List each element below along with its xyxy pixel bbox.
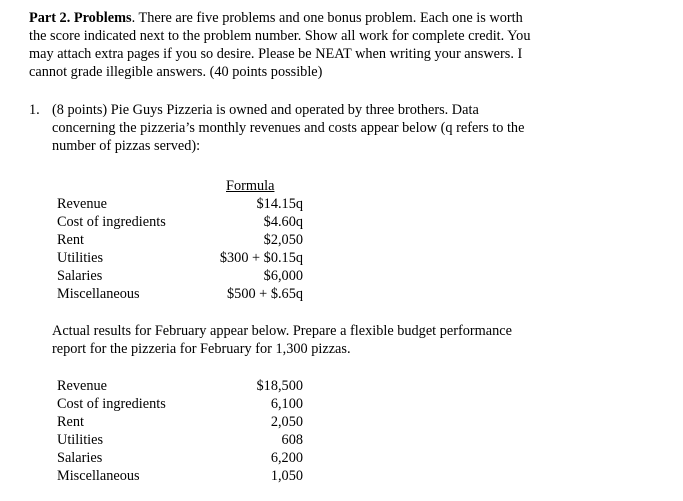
instructions-paragraph: [29, 9, 659, 81]
actual-row-label: Salaries: [57, 450, 103, 466]
formula-row-value: $14.15q: [256, 196, 303, 212]
problem-statement-line-2: concerning the pizzeria’s monthly revenues and costs appear below (q refers to the: [52, 120, 525, 136]
actual-row-value: 2,050: [270, 414, 303, 430]
instructions-line-4: cannot grade illegible answers. (40 points possible): [29, 64, 323, 80]
actual-row-value: 6,100: [270, 396, 303, 412]
actual-row-value: 6,200: [270, 450, 303, 466]
instructions-line-1-text: . There are five problems and one bonus problem. Each one is worth: [131, 10, 523, 26]
problem-statement: [52, 101, 652, 155]
section-heading: Part 2. Problems: [29, 10, 132, 26]
actual-row-label: Rent: [57, 414, 85, 430]
formula-row-label: Miscellaneous: [57, 286, 140, 302]
problem-statement-line-1: (8 points) Pie Guys Pizzeria is owned and operated by three brothers. Data: [52, 102, 479, 118]
formula-row-label: Revenue: [57, 196, 108, 212]
instructions-line-3: may attach extra pages if you so desire. Please be NEAT when writing your answers. I: [29, 46, 523, 62]
actual-results-line-2: report for the pizzeria for February for 1,300 pizzas.: [52, 341, 351, 357]
formula-row-value: $6,000: [263, 268, 303, 284]
actual-row-value: $18,500: [256, 378, 303, 394]
formula-row-label: Rent: [57, 232, 85, 248]
formula-row-value: $300 + $0.15q: [219, 250, 303, 266]
instructions-line-1: [29, 9, 659, 27]
formula-column-header: Formula: [226, 178, 275, 194]
actual-row-label: Utilities: [57, 432, 104, 448]
actual-row-label: Revenue: [57, 378, 108, 394]
formula-row-label: Utilities: [57, 250, 104, 266]
actual-row-value: 1,050: [270, 468, 303, 484]
formula-row-value: $500 + $.65q: [227, 286, 303, 302]
problem-number: 1.: [29, 102, 40, 118]
actual-results-line-1: Actual results for February appear below. Prepare a flexible budget performance: [52, 323, 512, 339]
instructions-line-2: the score indicated next to the problem number. Show all work for complete credit. You: [29, 28, 531, 44]
formula-row-value: $4.60q: [263, 214, 303, 230]
formula-row-value: $2,050: [263, 232, 303, 248]
problem-statement-line-3: number of pizzas served):: [52, 138, 201, 154]
formula-row-label: Salaries: [57, 268, 103, 284]
formula-row-label: Cost of ingredients: [57, 214, 166, 230]
actual-results-paragraph: [52, 322, 512, 358]
actual-row-label: Miscellaneous: [57, 468, 140, 484]
actual-row-label: Cost of ingredients: [57, 396, 166, 412]
actual-row-value: 608: [281, 432, 303, 448]
